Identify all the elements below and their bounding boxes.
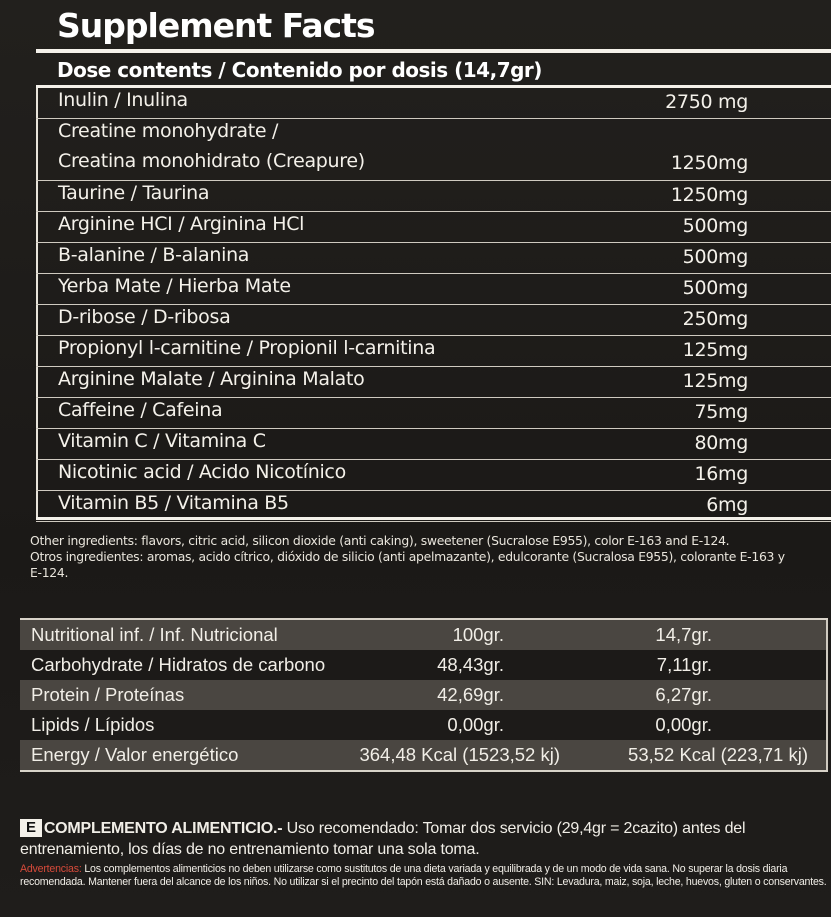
ingredient-amount: 500mg: [682, 215, 748, 237]
ingredient-row: [36, 274, 831, 305]
nutrition-right-border: [826, 650, 828, 680]
ingredient-name: Yerba Mate / Hierba Mate: [58, 275, 291, 297]
ingredient-row: [36, 336, 831, 367]
ingredient-name: B-alanine / B-alanina: [58, 244, 250, 266]
nutrition-row: [20, 620, 828, 650]
ingredient-name: D-ribose / D-ribosa: [58, 306, 231, 328]
nutrition-per-100g: 100gr.: [452, 624, 504, 645]
ingredient-row: [36, 119, 831, 181]
nutrition-right-border: [826, 680, 828, 710]
ingredient-amount: 500mg: [682, 277, 748, 299]
other-ingredients-en: Other ingredients: flavors, citric acid, silicon dioxide (anti caking), sweetener (Sucralose E955), color E-163 and E-124.: [30, 533, 730, 548]
nutrition-bottom-border: [20, 770, 828, 772]
e-badge: E: [20, 819, 42, 837]
ingredient-amount: 500mg: [682, 246, 748, 268]
ingredient-name: Arginine HCI / Arginina HCl: [58, 213, 305, 235]
other-ingredients-es: Otros ingredientes: aromas, acido cítrico, dióxido de silicio (anti apelmazante), edulcorante (Sucralosa E955), colorante E-163 y E-124.: [30, 549, 785, 580]
ingredient-row: [36, 460, 831, 491]
ingredient-name: Arginine Malate / Arginina Malato: [58, 368, 365, 390]
warning-text: Los complementos alimenticios no deben utilizarse como sustitutos de una dieta variada y equilibrada y de un modo de vida sana. No superar la dosis diaria recomendada. Mantener fuera del alcance de los niños. No utilizar si el precinto del tapón está dañado o ausente. SIN: Levadura, maiz, soja, leche, huevos, gluten o conservantes.: [20, 863, 827, 888]
ingredient-amount: 1250mg: [670, 152, 748, 174]
nutrition-per-dose: 0,00gr.: [655, 714, 712, 735]
ingredient-name-line2: Creatina monohidrato (Creapure): [58, 150, 365, 172]
ingredient-name: Vitamin B5 / Vitamina B5: [58, 492, 289, 514]
nutrition-per-100g: 48,43gr.: [437, 654, 504, 675]
ingredient-amount: 250mg: [682, 308, 748, 330]
nutrition-table: [20, 620, 828, 770]
ingredient-name: Caffeine / Cafeina: [58, 399, 223, 421]
nutrition-row: [20, 710, 828, 740]
nutrition-per-dose: 53,52 Kcal (223,71 kj): [628, 744, 808, 765]
nutrition-label: Nutritional inf. / Inf. Nutricional: [31, 624, 278, 645]
ingredient-row: [36, 305, 831, 336]
nutrition-per-100g: 42,69gr.: [437, 684, 504, 705]
ingredient-name: Vitamin C / Vitamina C: [58, 430, 266, 452]
ingredient-amount: 75mg: [694, 401, 748, 423]
ingredient-amount: 125mg: [682, 339, 748, 361]
ingredient-name: Taurine / Taurina: [58, 182, 210, 204]
ingredient-row: [36, 429, 831, 460]
ingredient-row: [36, 212, 831, 243]
nutrition-per-100g: 364,48 Kcal (1523,52 kj): [359, 744, 560, 765]
ingredient-amount: 1250mg: [670, 184, 748, 206]
nutrition-right-border: [826, 740, 828, 770]
nutrition-row: [20, 650, 828, 680]
ingredient-row: [36, 243, 831, 274]
other-ingredients: [30, 533, 790, 581]
ingredients-table: [36, 88, 831, 522]
ingredient-row: [36, 367, 831, 398]
nutrition-label: Energy / Valor energético: [31, 744, 239, 765]
nutrition-row: [20, 740, 828, 770]
complemento-heading: COMPLEMENTO ALIMENTICIO.-: [43, 820, 283, 837]
nutrition-per-100g: 0,00gr.: [447, 714, 504, 735]
nutrition-per-dose: 14,7gr.: [655, 624, 712, 645]
ingredient-row: [36, 398, 831, 429]
nutrition-row: [20, 680, 828, 710]
warning-label: Advertencias:: [20, 863, 82, 875]
nutrition-per-dose: 6,27gr.: [655, 684, 712, 705]
nutrition-right-border: [826, 710, 828, 740]
ingredient-name: Propionyl l-carnitine / Propionil l-carnitina: [58, 337, 436, 359]
usage-instructions: Uso recomendado: Tomar dos servicio (29,4gr = 2cazito) antes del entrenamiento, los días de no entrenamiento tomar una sola toma.: [20, 820, 746, 858]
warnings: [20, 863, 828, 889]
usage-text: [20, 818, 828, 860]
nutrition-per-dose: 7,11gr.: [656, 654, 712, 675]
ingredient-name: Inulin / Inulina: [58, 89, 188, 111]
title-rule: [36, 49, 831, 53]
footer: [20, 818, 828, 889]
supplement-facts-title: Supplement Facts: [57, 6, 375, 45]
nutrition-right-border: [826, 620, 828, 650]
nutrition-label: Protein / Proteínas: [31, 684, 185, 705]
ingredient-row: [36, 181, 831, 212]
ingredient-amount: 125mg: [682, 370, 748, 392]
ingredient-amount: 2750 mg: [665, 91, 748, 113]
ingredient-name: Creatine monohydrate /: [58, 120, 279, 142]
ingredient-amount: 6mg: [706, 494, 748, 516]
ingredient-row: [36, 88, 831, 119]
ingredient-amount: 80mg: [694, 432, 748, 454]
nutrition-label: Lipids / Lípidos: [31, 714, 155, 735]
nutrition-label: Carbohydrate / Hidratos de carbono: [31, 654, 326, 675]
ingredient-name: Nicotinic acid / Acido Nicotínico: [58, 461, 346, 483]
ingredients-bottom-rule: [36, 517, 831, 520]
ingredient-amount: 16mg: [694, 463, 748, 485]
dose-header: Dose contents / Contenido por dosis (14,7gr): [57, 58, 542, 82]
